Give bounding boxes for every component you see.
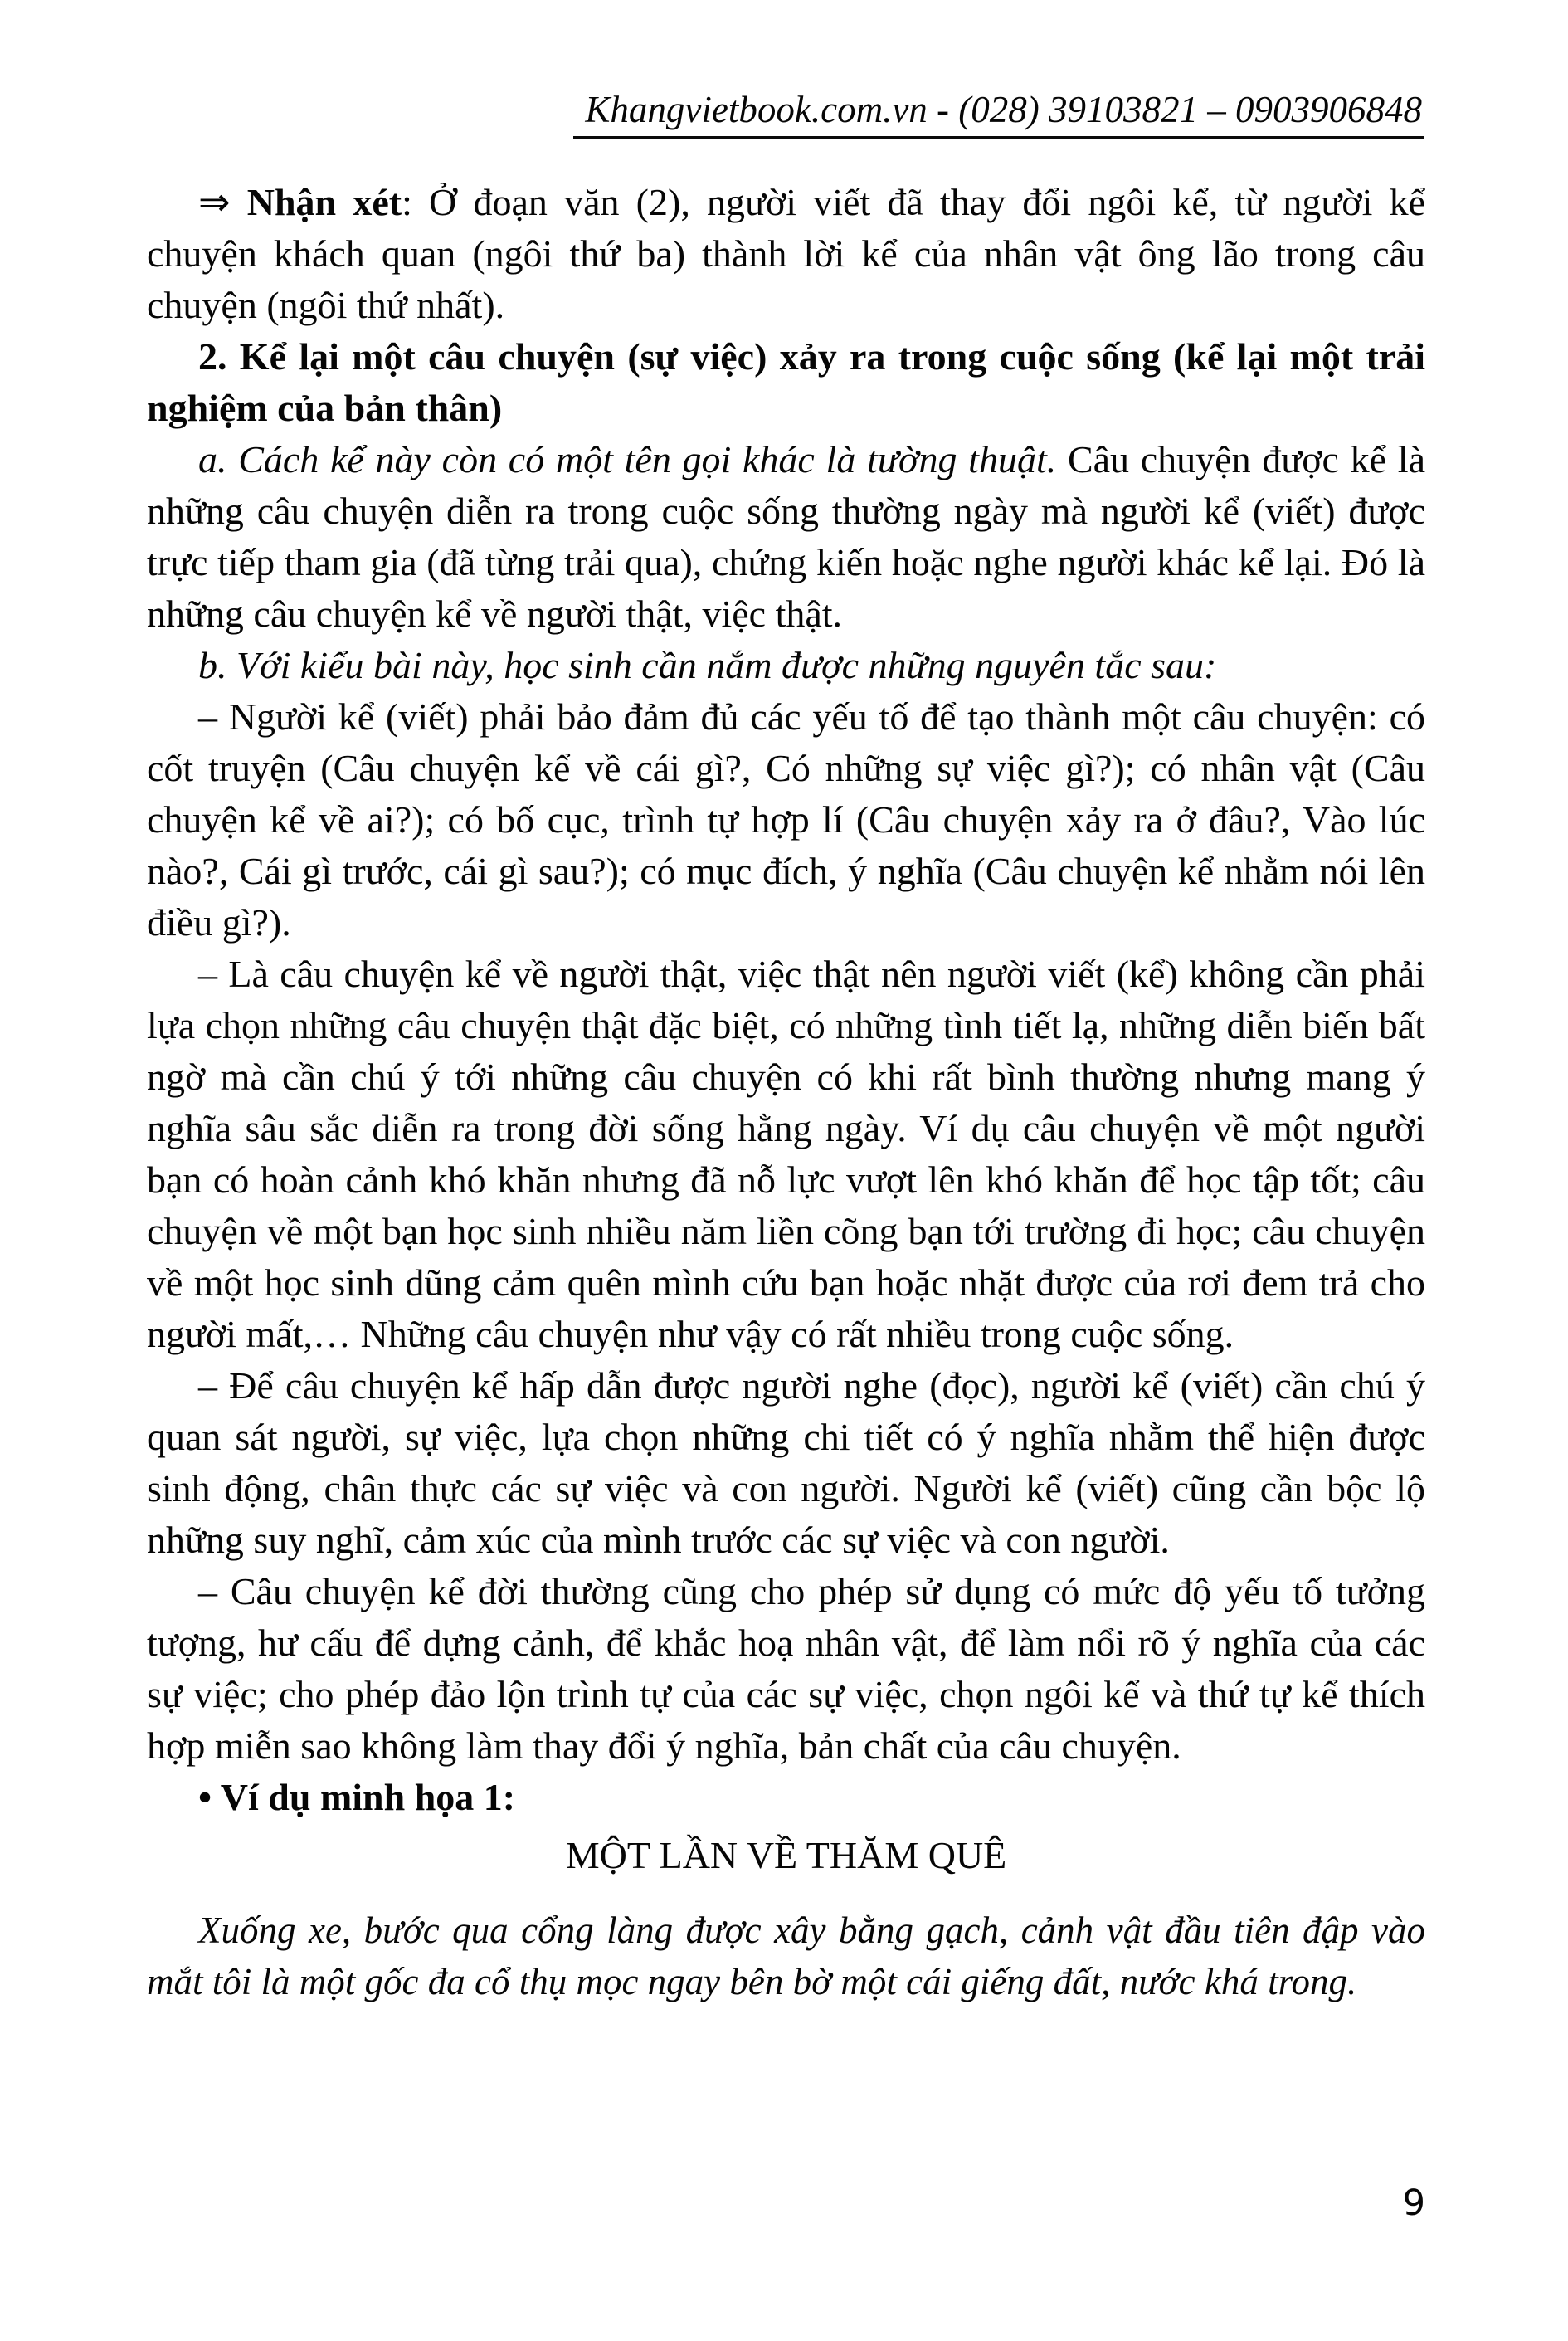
header-contact-text: Khangvietbook.com.vn - (028) 39103821 – 0903906848 [573,88,1424,139]
example-1-label: • Ví dụ minh họa 1: [198,1776,516,1818]
story-title: MỘT LẦN VỀ THĂM QUÊ [565,1834,1007,1876]
item-a-lead: a. Cách kể này còn có một tên gọi khác là tường thuật. [198,438,1057,480]
paragraph-rule-1: – Người kể (viết) phải bảo đảm đủ các yếu tố để tạo thành một câu chuyện: có cốt truyện (Câu chuyện kể về cái gì?, Có những sự việc gì?); có nhân vật (Câu chuyện kể về ai?); có bố cục, trình tự hợp lí (Câu chuyện xảy ra ở đâu?, Vào lúc nào?, Cái gì trước, cái gì sau?); có mục đích, ý nghĩa (Câu chuyện kể nhằm nói lên điều gì?). [147,695,1425,944]
paragraph-rule-4: – Câu chuyện kể đời thường cũng cho phép sử dụng có mức độ yếu tố tưởng tượng, hư cấu để dựng cảnh, để khắc hoạ nhân vật, để làm nổi rõ ý nghĩa của các sự việc; cho phép đảo lộn trình tự của các sự việc, chọn ngôi kể và thứ tự kể thích hợp miễn sao không làm thay đổi ý nghĩa, bản chất của câu chuyện. [147,1570,1425,1767]
remark-label: Nhận xét [246,181,402,223]
remark-text: : Ở đoạn văn (2), người viết đã thay đổi ngôi kể, từ người kể chuyện khách quan (ngôi thứ ba) thành lời kể của nhân vật ông lão trong câu chuyện (ngôi thứ nhất). [147,181,1426,326]
story-opening-paragraph: Xuống xe, bước qua cổng làng được xây bằng gạch, cảnh vật đầu tiên đập vào mắt tôi là một gốc đa cổ thụ mọc ngay bên bờ một cái giếng đất, nước khá trong. [147,1909,1425,2002]
paragraph-rule-2: – Là câu chuyện kể về người thật, việc thật nên người viết (kể) không cần phải lựa chọn những câu chuyện thật đặc biệt, có những tình tiết lạ, những diễn biến bất ngờ mà cần chú ý tới những câu chuyện có khi rất bình thường nhưng mang ý nghĩa sâu sắc diễn ra trong đời sống hằng ngày. Ví dụ câu chuyện về một người bạn có hoàn cảnh khó khăn nhưng đã nỗ lực vượt lên khó khăn để học tập tốt; câu chuyện về một bạn học sinh nhiều năm liền cõng bạn tới trường đi học; câu chuyện về một học sinh dũng cảm quên mình cứu bạn hoặc nhặt được của rơi đem trả cho người mất,… Những câu chuyện như vậy có rất nhiều trong cuộc sống. [147,953,1425,1355]
paragraph-remark [147,177,1425,331]
paragraph-rule-3: – Để câu chuyện kể hấp dẫn được người nghe (đọc), người kể (viết) cần chú ý quan sát người, sự việc, lựa chọn những chi tiết có ý nghĩa nhằm thể hiện được sinh động, chân thực các sự việc và con người. Người kể (viết) cũng cần bộc lộ những suy nghĩ, cảm xúc của mình trước các sự việc và con người. [147,1364,1425,1561]
page-body-text [147,177,1425,2007]
item-a-text: Câu chuyện được kể là những câu chuyện diễn ra trong cuộc sống thường ngày mà người kể (viết) được trực tiếp tham gia (đã từng trải qua), chứng kiến hoặc nghe người khác kể lại. Đó là những câu chuyện kể về người thật, việc thật. [147,438,1425,635]
section-2-heading: 2. Kể lại một câu chuyện (sự việc) xảy ra trong cuộc sống (kể lại một trải nghiệm của bản thân) [147,335,1425,429]
paragraph-item-b: b. Với kiểu bài này, học sinh cần nắm được những nguyên tắc sau: [198,644,1217,686]
page-header [147,88,1424,139]
double-arrow-glyph: ⇒ [198,181,247,223]
page-number: 9 [1402,2182,1425,2224]
paragraph-item-a [147,434,1425,640]
